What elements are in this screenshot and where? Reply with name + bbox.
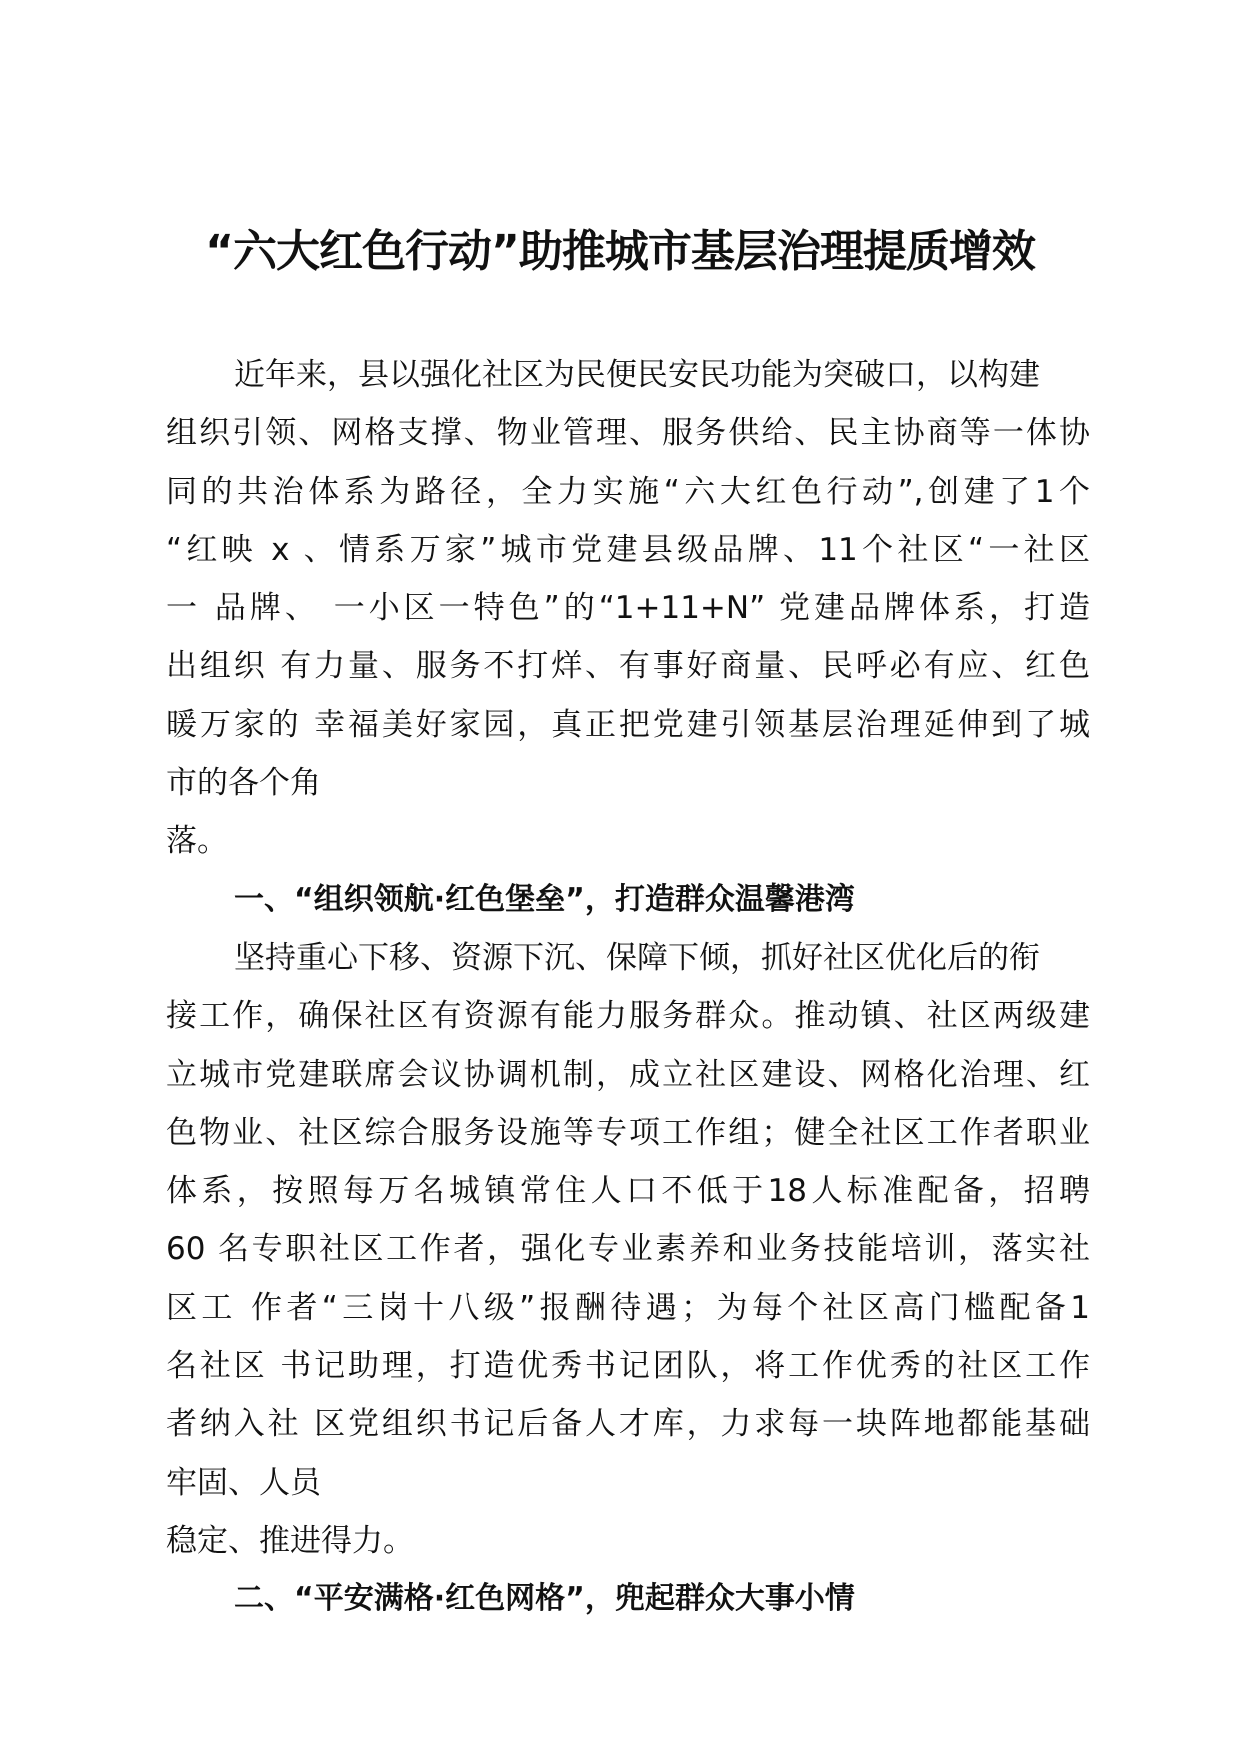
paragraph-line: 近年来，县以强化社区为民便民安民功能为突破口，以构建 xyxy=(234,357,1040,393)
paragraph-line: 体系，按照每万名城镇常住人口不低于18人标准配备，招聘 xyxy=(166,1173,1090,1210)
paragraph-line: 一 品牌、 一小区一特色”的“1+11+N” 党建品牌体系，打造 xyxy=(166,590,1090,627)
paragraph-line: 区工 作者“三岗十八级”报酬待遇；为每个社区高门槛配备1 xyxy=(166,1289,1090,1326)
paragraph-line: 出组织 有力量、服务不打烊、有事好商量、民呼必有应、红色 xyxy=(166,648,1090,685)
section-heading: 二、“平安满格·红色网格”，兜起群众大事小情 xyxy=(234,1581,855,1617)
paragraph-line: “红映 x 、情系万家”城市党建县级品牌、11个社区“一社区 xyxy=(166,531,1090,568)
paragraph-line: 接工作，确保社区有资源有能力服务群众。推动镇、社区两级建 xyxy=(166,998,1090,1035)
document-body xyxy=(166,346,1090,1629)
paragraph-line: 60 名专职社区工作者，强化专业素养和业务技能培训，落实社 xyxy=(166,1231,1090,1268)
paragraph-line: 同的共治体系为路径，全力实施“六大红色行动”,创建了1个 xyxy=(166,473,1090,510)
section-heading: 一、“组织领航·红色堡垒”，打造群众温馨港湾 xyxy=(234,881,855,917)
paragraph-line: 牢固、人员 xyxy=(166,1464,321,1501)
document-title: “六大红色行动”助推城市基层治理提质增效 xyxy=(205,226,1035,277)
paragraph-line: 市的各个角 xyxy=(166,765,321,802)
paragraph-line: 立城市党建联席会议协调机制，成立社区建设、网格化治理、红 xyxy=(166,1056,1090,1093)
paragraph-line: 色物业、社区综合服务设施等专项工作组；健全社区工作者职业 xyxy=(166,1114,1090,1151)
paragraph-line: 坚持重心下移、资源下沉、保障下倾，抓好社区优化后的衔 xyxy=(234,939,1040,976)
paragraph-line: 名社区 书记助理，打造优秀书记团队，将工作优秀的社区工作 xyxy=(166,1348,1090,1385)
paragraph-line: 落。 xyxy=(166,823,228,860)
paragraph-line: 者纳入社 区党组织书记后备人才库，力求每一块阵地都能基础 xyxy=(166,1406,1090,1443)
paragraph-line: 稳定、推进得力。 xyxy=(166,1522,414,1559)
paragraph-line: 暖万家的 幸福美好家园，真正把党建引领基层治理延伸到了城 xyxy=(166,706,1090,743)
paragraph-line: 组织引领、网格支撑、物业管理、服务供给、民主协商等一体协 xyxy=(166,415,1090,452)
